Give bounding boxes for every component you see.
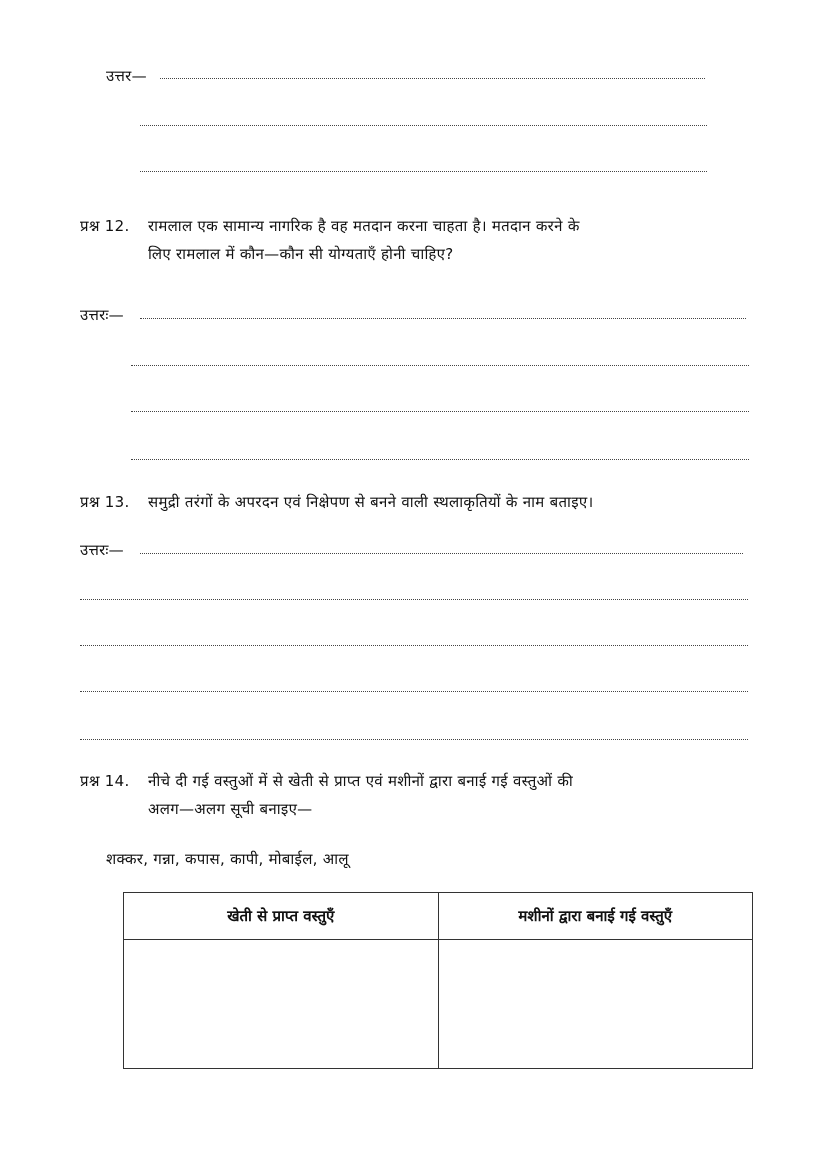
table-header-row [124,893,753,940]
q14-answer-table [123,892,753,1069]
q14-text-line-2: अलग—अलग सूची बनाइए— [148,800,313,818]
q12-answer-line-4[interactable] [131,459,749,460]
q14-text-line-1: नीचे दी गई वस्तुओं में से खेती से प्राप्त एवं मशीनों द्वारा बनाई गई वस्तुओं की [148,772,574,790]
q12-number: प्रश्न 12. [80,217,130,235]
q12-answer-label: उत्तरः— [80,306,124,324]
q14-number: प्रश्न 14. [80,772,130,790]
table-answer-row [124,940,753,1069]
q11-answer-label: उत्तर— [106,67,147,85]
q12-answer-line-3[interactable] [131,411,749,412]
q11-answer-line-1[interactable] [160,78,705,79]
q12-text-line-1: रामलाल एक सामान्य नागरिक है वह मतदान करना चाहता है। मतदान करने के [148,217,580,235]
q13-number: प्रश्न 13. [80,493,130,511]
q14-item-list: शक्कर, गन्ना, कपास, कापी, मोबाईल, आलू [106,850,349,868]
q12-answer-line-1[interactable] [140,318,746,319]
q13-answer-line-5[interactable] [80,739,748,740]
q13-answer-line-4[interactable] [80,691,748,692]
q13-answer-line-3[interactable] [80,645,748,646]
machine-products-header: मशीनों द्वारा बनाई गई वस्तुएँ [438,893,753,940]
farm-products-header: खेती से प्राप्त वस्तुएँ [124,893,439,940]
farm-products-answer-cell[interactable] [124,940,439,1069]
q13-answer-line-2[interactable] [80,599,748,600]
q11-answer-line-3[interactable] [140,171,707,172]
q12-text-line-2: लिए रामलाल में कौन—कौन सी योग्यताएँ होनी चाहिए? [148,245,454,263]
machine-products-answer-cell[interactable] [438,940,753,1069]
q13-answer-label: उत्तरः— [80,541,124,559]
q13-answer-line-1[interactable] [140,553,743,554]
q13-text-line-1: समुद्री तरंगों के अपरदन एवं निक्षेपण से बनने वाली स्थलाकृतियों के नाम बताइए। [148,493,594,511]
q11-answer-line-2[interactable] [140,125,707,126]
q12-answer-line-2[interactable] [131,365,749,366]
